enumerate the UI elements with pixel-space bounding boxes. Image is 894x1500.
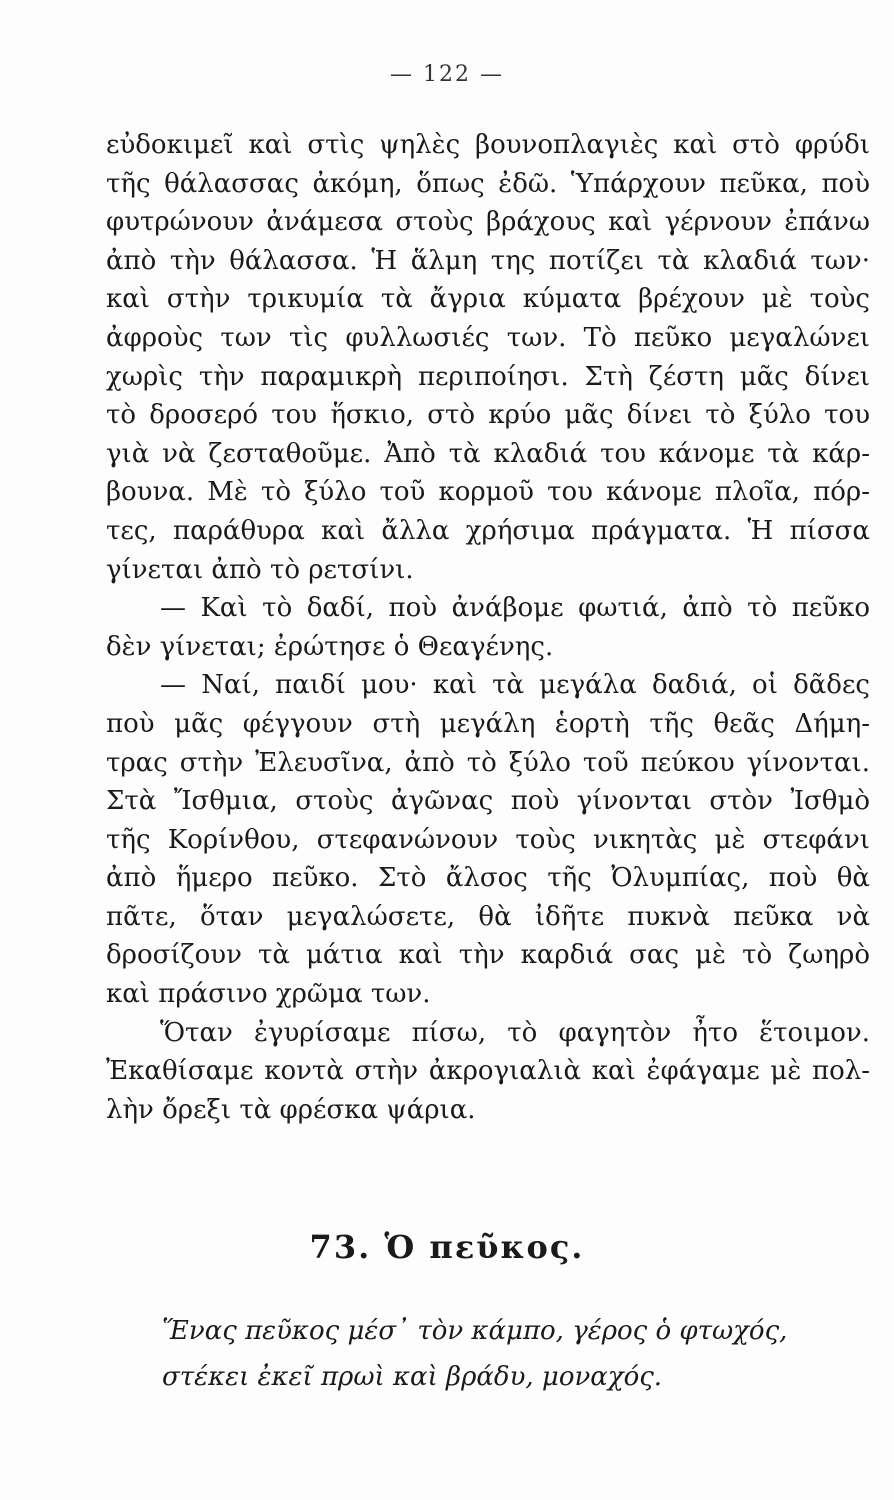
text-line: τρας στὴν Ἐλευσῖνα, ἀπὸ τὸ ξύλο τοῦ πεύκου γίνονται. [106,747,870,778]
paragraph [106,666,870,1013]
text-line: γιὰ νὰ ζεσταθοῦμε. Ἀπὸ τὰ κλαδιά του κάνομε τὰ κάρ- [106,438,870,469]
text-line: ποὺ μᾶς φέγγουν στὴ μεγάλη ἑορτὴ τῆς θεᾶς Δήμη- [106,708,870,739]
text-line: γίνεται ἀπὸ τὸ ρετσίνι. [106,554,414,585]
text-line: Ἐκαθίσαμε κοντὰ στὴν ἀκρογιαλιὰ καὶ ἐφάγαμε μὲ πολ- [106,1056,870,1087]
poem-line: Ἕνας πεῦκος μέσ᾽ τὸν κάμπο, γέρος ὁ φτωχός, [162,1316,788,1346]
text-line: τὸ δροσερό του ἥσκιο, στὸ κρύο μᾶς δίνει τὸ ξύλο του [106,400,870,431]
text-line: τῆς θάλασσας ἀκόμη, ὅπως ἐδῶ. Ὑπάρχουν πεῦκα, ποὺ [106,168,870,199]
text-line: πᾶτε, ὅταν μεγαλώσετε, θὰ ἰδῆτε πυκνὰ πεῦκα νὰ [106,901,870,932]
text-line: τῆς Κορίνθου, στεφανώνουν τοὺς νικητὰς μὲ στεφάνι [106,824,870,855]
poem [106,1308,870,1400]
text-line: δροσίζουν τὰ μάτια καὶ τὴν καρδιά σας μὲ τὸ ζωηρὸ [106,940,870,971]
text-line: φυτρώνουν ἀνάμεσα στοὺς βράχους καὶ γέρνουν ἐπάνω [106,207,870,238]
text-line: καὶ στὴν τρικυμία τὰ ἄγρια κύματα βρέχουν μὲ τοὺς [106,284,870,315]
body-text [106,126,870,1129]
section-title: 73. Ὁ πεῦκος. [309,1228,585,1266]
paragraph [106,589,870,666]
text-line: χωρὶς τὴν παραμικρὴ περιποίησι. Στὴ ζέστη μᾶς δίνει [106,361,870,392]
text-line: ἀπὸ τὴν θάλασσα. Ἡ ἅλμη της ποτίζει τὰ κλαδιά των· [106,245,870,276]
paragraph [106,126,870,589]
text-line: — Καὶ τὸ δαδί, ποὺ ἀνάβομε φωτιά, ἀπὸ τὸ πεῦκο [160,593,870,624]
text-line: καὶ πράσινο χρῶμα των. [106,979,431,1010]
text-line: ἀφροὺς των τὶς φυλλωσιές των. Τὸ πεῦκο μεγαλώνει [106,322,870,353]
text-line: Στὰ Ἴσθμια, στοὺς ἀγῶνας ποὺ γίνονται στὸν Ἰσθμὸ [106,786,870,817]
text-line: — Ναί, παιδί μου· καὶ τὰ μεγάλα δαδιά, οἱ δᾶδες [160,670,870,701]
text-line: εὐδοκιμεῖ καὶ στὶς ψηλὲς βουνοπλαγιὲς καὶ στὸ φρύδι [106,130,870,160]
text-line: Ὅταν ἐγυρίσαμε πίσω, τὸ φαγητὸν ἦτο ἕτοιμον. [160,1017,870,1048]
poem-line: στέκει ἐκεῖ πρωὶ καὶ βράδυ, μοναχός. [162,1362,663,1392]
text-line: δὲν γίνεται; ἐρώτησε ὁ Θεαγένης. [106,631,554,662]
paragraph [106,1014,870,1130]
text-line: λὴν ὄρεξι τὰ φρέσκα ψάρια. [106,1094,476,1125]
text-line: βουνα. Μὲ τὸ ξύλο τοῦ κορμοῦ του κάνομε πλοῖα, πόρ- [106,477,870,508]
text-line: τες, παράθυρα καὶ ἄλλα χρήσιμα πράγματα. Ἡ πίσσα [106,515,870,546]
text-line: ἀπὸ ἥμερο πεῦκο. Στὸ ἄλσος τῆς Ὀλυμπίας, ποὺ θὰ [106,863,870,894]
page-number: — 122 — [390,62,504,87]
